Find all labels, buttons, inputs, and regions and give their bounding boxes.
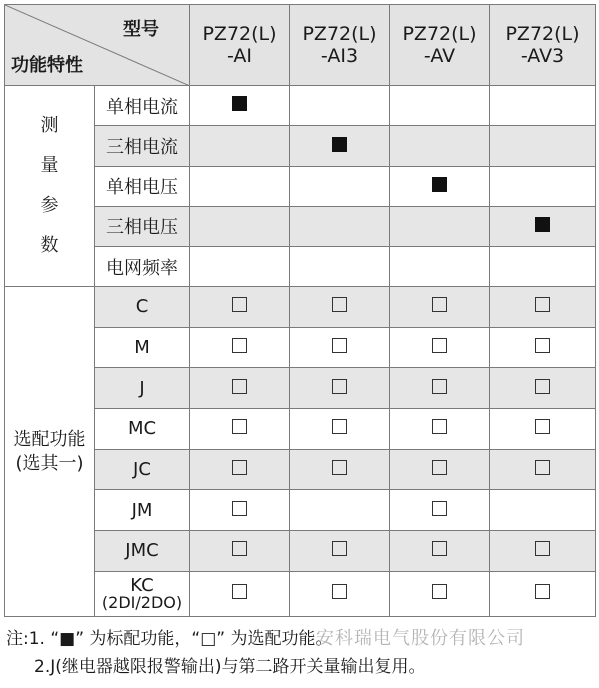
mark-cell [390, 86, 490, 126]
mark-cell [390, 287, 490, 328]
mark-cell [390, 327, 490, 368]
optional-mark-icon [535, 584, 550, 599]
mark-cell [490, 490, 596, 531]
optional-mark-icon [535, 379, 550, 394]
mark-cell [390, 490, 490, 531]
optional-mark-icon [432, 379, 447, 394]
mark-cell [290, 287, 390, 328]
mark-cell [190, 126, 290, 166]
mark-cell [290, 490, 390, 531]
table-row [5, 86, 596, 126]
option-label: JM [95, 490, 190, 531]
optional-mark-icon [432, 541, 447, 556]
mark-cell [290, 246, 390, 286]
model-header [390, 5, 490, 86]
option-label-main: KC [130, 574, 154, 596]
optional-mark-icon [535, 419, 550, 434]
mark-cell [490, 287, 596, 328]
mark-cell [490, 327, 596, 368]
optional-mark-icon [232, 501, 247, 516]
optional-mark-icon [232, 541, 247, 556]
option-group-note: (选其一) [15, 452, 84, 474]
mark-cell [490, 166, 596, 206]
optional-mark-icon [232, 297, 247, 312]
feature-label: 三相电流 [95, 126, 190, 166]
option-label [95, 571, 190, 616]
optional-mark-icon [332, 419, 347, 434]
mark-cell [390, 531, 490, 572]
optional-mark-icon [332, 297, 347, 312]
optional-mark-icon [432, 460, 447, 475]
table-row [5, 287, 596, 328]
model-header [290, 5, 390, 86]
option-label: MC [95, 409, 190, 450]
mark-cell [490, 409, 596, 450]
optional-mark-icon [232, 338, 247, 353]
optional-mark-icon [432, 297, 447, 312]
mark-cell [390, 126, 490, 166]
mark-cell [290, 571, 390, 616]
option-label: JMC [95, 531, 190, 572]
mark-cell [190, 409, 290, 450]
mark-cell [390, 246, 490, 286]
mark-cell [390, 409, 490, 450]
optional-mark-icon [232, 419, 247, 434]
mark-cell [190, 206, 290, 246]
mark-cell [190, 246, 290, 286]
optional-mark-icon [332, 379, 347, 394]
feature-label: 单相电流 [95, 86, 190, 126]
mark-cell [490, 246, 596, 286]
option-label: J [95, 368, 190, 409]
mark-cell [290, 126, 390, 166]
model-header [490, 5, 596, 86]
mark-cell [490, 531, 596, 572]
mark-cell [390, 368, 490, 409]
note-relay-multiplex: 2.J(继电器越限报警输出)与第二路开关量输出复用。 [34, 657, 426, 677]
measure-group-char: 参 [40, 195, 59, 217]
measure-group-char: 测 [40, 115, 59, 137]
mark-cell [490, 126, 596, 166]
optional-mark-icon [232, 584, 247, 599]
measure-group-char: 数 [40, 235, 59, 257]
mark-cell [190, 86, 290, 126]
optional-mark-icon [332, 338, 347, 353]
mark-cell [290, 86, 390, 126]
option-label-sub: (2DI/2DO) [101, 592, 183, 612]
option-group-title: 选配功能 [13, 428, 86, 450]
mark-cell [190, 571, 290, 616]
mark-cell [290, 449, 390, 490]
standard-mark-icon [232, 96, 247, 111]
model-suffix: -AI3 [320, 45, 359, 68]
corner-cell [5, 5, 190, 86]
optional-mark-icon [535, 460, 550, 475]
feature-label: 三相电压 [95, 206, 190, 246]
mark-cell [190, 490, 290, 531]
model-name: PZ72(L) [402, 23, 477, 46]
mark-cell [390, 449, 490, 490]
optional-mark-icon [332, 460, 347, 475]
mark-cell [490, 571, 596, 616]
mark-cell [490, 206, 596, 246]
model-name: PZ72(L) [505, 23, 580, 46]
optional-mark-icon [535, 297, 550, 312]
mark-cell [490, 86, 596, 126]
mark-cell [290, 409, 390, 450]
model-name: PZ72(L) [202, 23, 277, 46]
mark-cell [190, 449, 290, 490]
model-suffix: -AV3 [520, 45, 565, 68]
optional-mark-icon [535, 338, 550, 353]
mark-cell [190, 166, 290, 206]
optional-mark-icon [432, 419, 447, 434]
mark-cell [290, 206, 390, 246]
optional-mark-icon [432, 338, 447, 353]
model-name: PZ72(L) [302, 23, 377, 46]
mark-cell [190, 531, 290, 572]
model-suffix: -AV [423, 45, 456, 68]
feature-label: 电网频率 [95, 246, 190, 286]
mark-cell [290, 531, 390, 572]
standard-mark-icon [432, 177, 447, 192]
model-suffix: -AI [226, 45, 253, 68]
measure-group-label [5, 86, 95, 287]
mark-cell [190, 287, 290, 328]
optional-mark-icon [232, 460, 247, 475]
spec-table [4, 4, 596, 617]
optional-mark-icon [332, 584, 347, 599]
option-group-label [5, 287, 95, 617]
feature-label: 单相电压 [95, 166, 190, 206]
mark-cell [290, 166, 390, 206]
model-header [190, 5, 290, 86]
standard-mark-icon [332, 137, 347, 152]
mark-cell [490, 368, 596, 409]
mark-cell [290, 327, 390, 368]
optional-mark-icon [432, 501, 447, 516]
mark-cell [190, 327, 290, 368]
option-label: C [95, 287, 190, 328]
model-heading: 型号 [123, 19, 159, 40]
option-label: JC [95, 449, 190, 490]
mark-cell [290, 368, 390, 409]
optional-mark-icon [432, 584, 447, 599]
standard-mark-icon [535, 217, 550, 232]
optional-mark-icon [332, 541, 347, 556]
company-watermark: 安科瑞电气股份有限公司 [316, 628, 525, 649]
note-standard-optional: 注:1. “■” 为标配功能，“□” 为选配功能。 [6, 629, 333, 649]
feature-heading: 功能特性 [11, 55, 83, 77]
optional-mark-icon [535, 541, 550, 556]
measure-group-char: 量 [40, 155, 59, 177]
mark-cell [190, 368, 290, 409]
mark-cell [390, 206, 490, 246]
header-row [5, 5, 596, 86]
optional-mark-icon [232, 379, 247, 394]
option-label: M [95, 327, 190, 368]
mark-cell [390, 166, 490, 206]
mark-cell [490, 449, 596, 490]
mark-cell [390, 571, 490, 616]
